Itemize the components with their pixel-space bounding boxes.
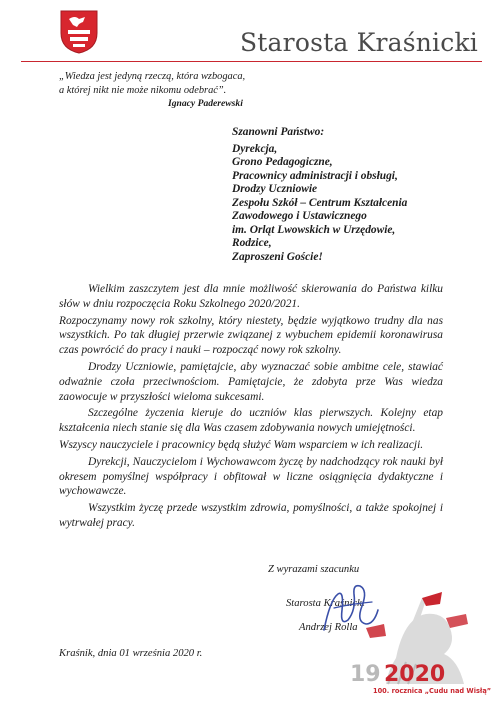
signer-name: Andrzej Rolla bbox=[299, 622, 358, 633]
letter-body bbox=[59, 282, 443, 533]
body-paragraph: Wszystkim życzę przede wszystkim zdrowia, pomyślności, a także spokojnej i wytrwałej pracy. bbox=[59, 502, 443, 529]
emblem-year-left: 19 bbox=[350, 662, 381, 687]
closing-phrase: Z wyrazami szacunku bbox=[268, 564, 360, 575]
krasnik-county-coat-of-arms-icon bbox=[59, 9, 99, 55]
addressee-line: Zespołu Szkół – Centrum Kształcenia bbox=[232, 196, 408, 209]
signer-title: Starosta Kraśnicki bbox=[286, 598, 365, 609]
salutation: Szanowni Państwo: bbox=[232, 126, 325, 138]
quote-line: „Wiedza jest jedyną rzeczą, która wzbogaca, bbox=[59, 71, 246, 82]
addressee-line: Drodzy Uczniowie bbox=[232, 183, 318, 195]
addressee-line: Pracownicy administracji i obsługi, bbox=[232, 169, 398, 182]
body-paragraph: Rozpoczynamy nowy rok szkolny, który niestety, będzie wyjątkowo trudny dla nas wszystkich. Po tak długiej przerwie związanej z wybuchem epidemii koronawirusa czas powrócić do pracy i nauki – rozpocząć nowy rok szkolny. bbox=[59, 314, 443, 357]
addressee-line: Zaproszeni Goście! bbox=[232, 250, 323, 263]
body-paragraph: Wszyscy nauczyciele i pracownicy będą służyć Wam wsparciem w ich realizacji. bbox=[59, 438, 424, 451]
body-paragraph: Drodzy Uczniowie, pamiętajcie, aby wyznaczać sobie ambitne cele, stawiać odważnie czoła przeciwnościom. Pamiętajcie, że zdobyta prze Was wiedza zaowocuje w przyszłości wieloma sukcesami. bbox=[59, 360, 443, 403]
place-and-date: Kraśnik, dnia 01 września 2020 r. bbox=[59, 648, 203, 659]
emblem-caption: 100. rocznica „Cudu nad Wisłą” bbox=[373, 687, 492, 695]
addressee-line: im. Orląt Lwowskich w Urzędowie, bbox=[232, 223, 396, 236]
body-paragraph: Dyrekcji, Nauczycielom i Wychowawcom życzę by nadchodzący rok nauki był okresem pomyślnej współpracy i obfitował w liczne osiągnięcia dydaktyczne i wychowawcze. bbox=[59, 455, 443, 498]
header-divider bbox=[21, 61, 482, 62]
addressee-line: Grono Pedagogiczne, bbox=[232, 156, 333, 168]
handwritten-signature-icon bbox=[316, 580, 386, 636]
letterhead-title: Starosta Kraśnicki bbox=[239, 28, 478, 57]
body-paragraph: Wielkim zaszczytem jest dla mnie możliwość skierowania do Państwa kilku słów w dniu rozpoczęcia Roku Szkolnego 2020/2021. bbox=[59, 283, 443, 310]
body-paragraph: Szczególne życzenia kieruje do uczniów klas pierwszych. Kolejny etap kształcenia niech stanie się dla Was czasem zdobywania nowych umiejętności. bbox=[59, 407, 443, 435]
addressee-line: Rodzice, bbox=[232, 237, 272, 249]
addressee-line: Zawodowego i Ustawicznego bbox=[232, 210, 367, 222]
addressee-block bbox=[232, 126, 407, 264]
emblem-year-right: 2020 bbox=[384, 662, 446, 687]
epigraph-quote bbox=[59, 70, 245, 98]
quote-author: Ignacy Paderewski bbox=[168, 98, 243, 109]
quote-line: a której nikt nie może nikomu odebrać”. bbox=[59, 85, 227, 97]
addressee-line: Dyrekcja, bbox=[232, 142, 278, 155]
